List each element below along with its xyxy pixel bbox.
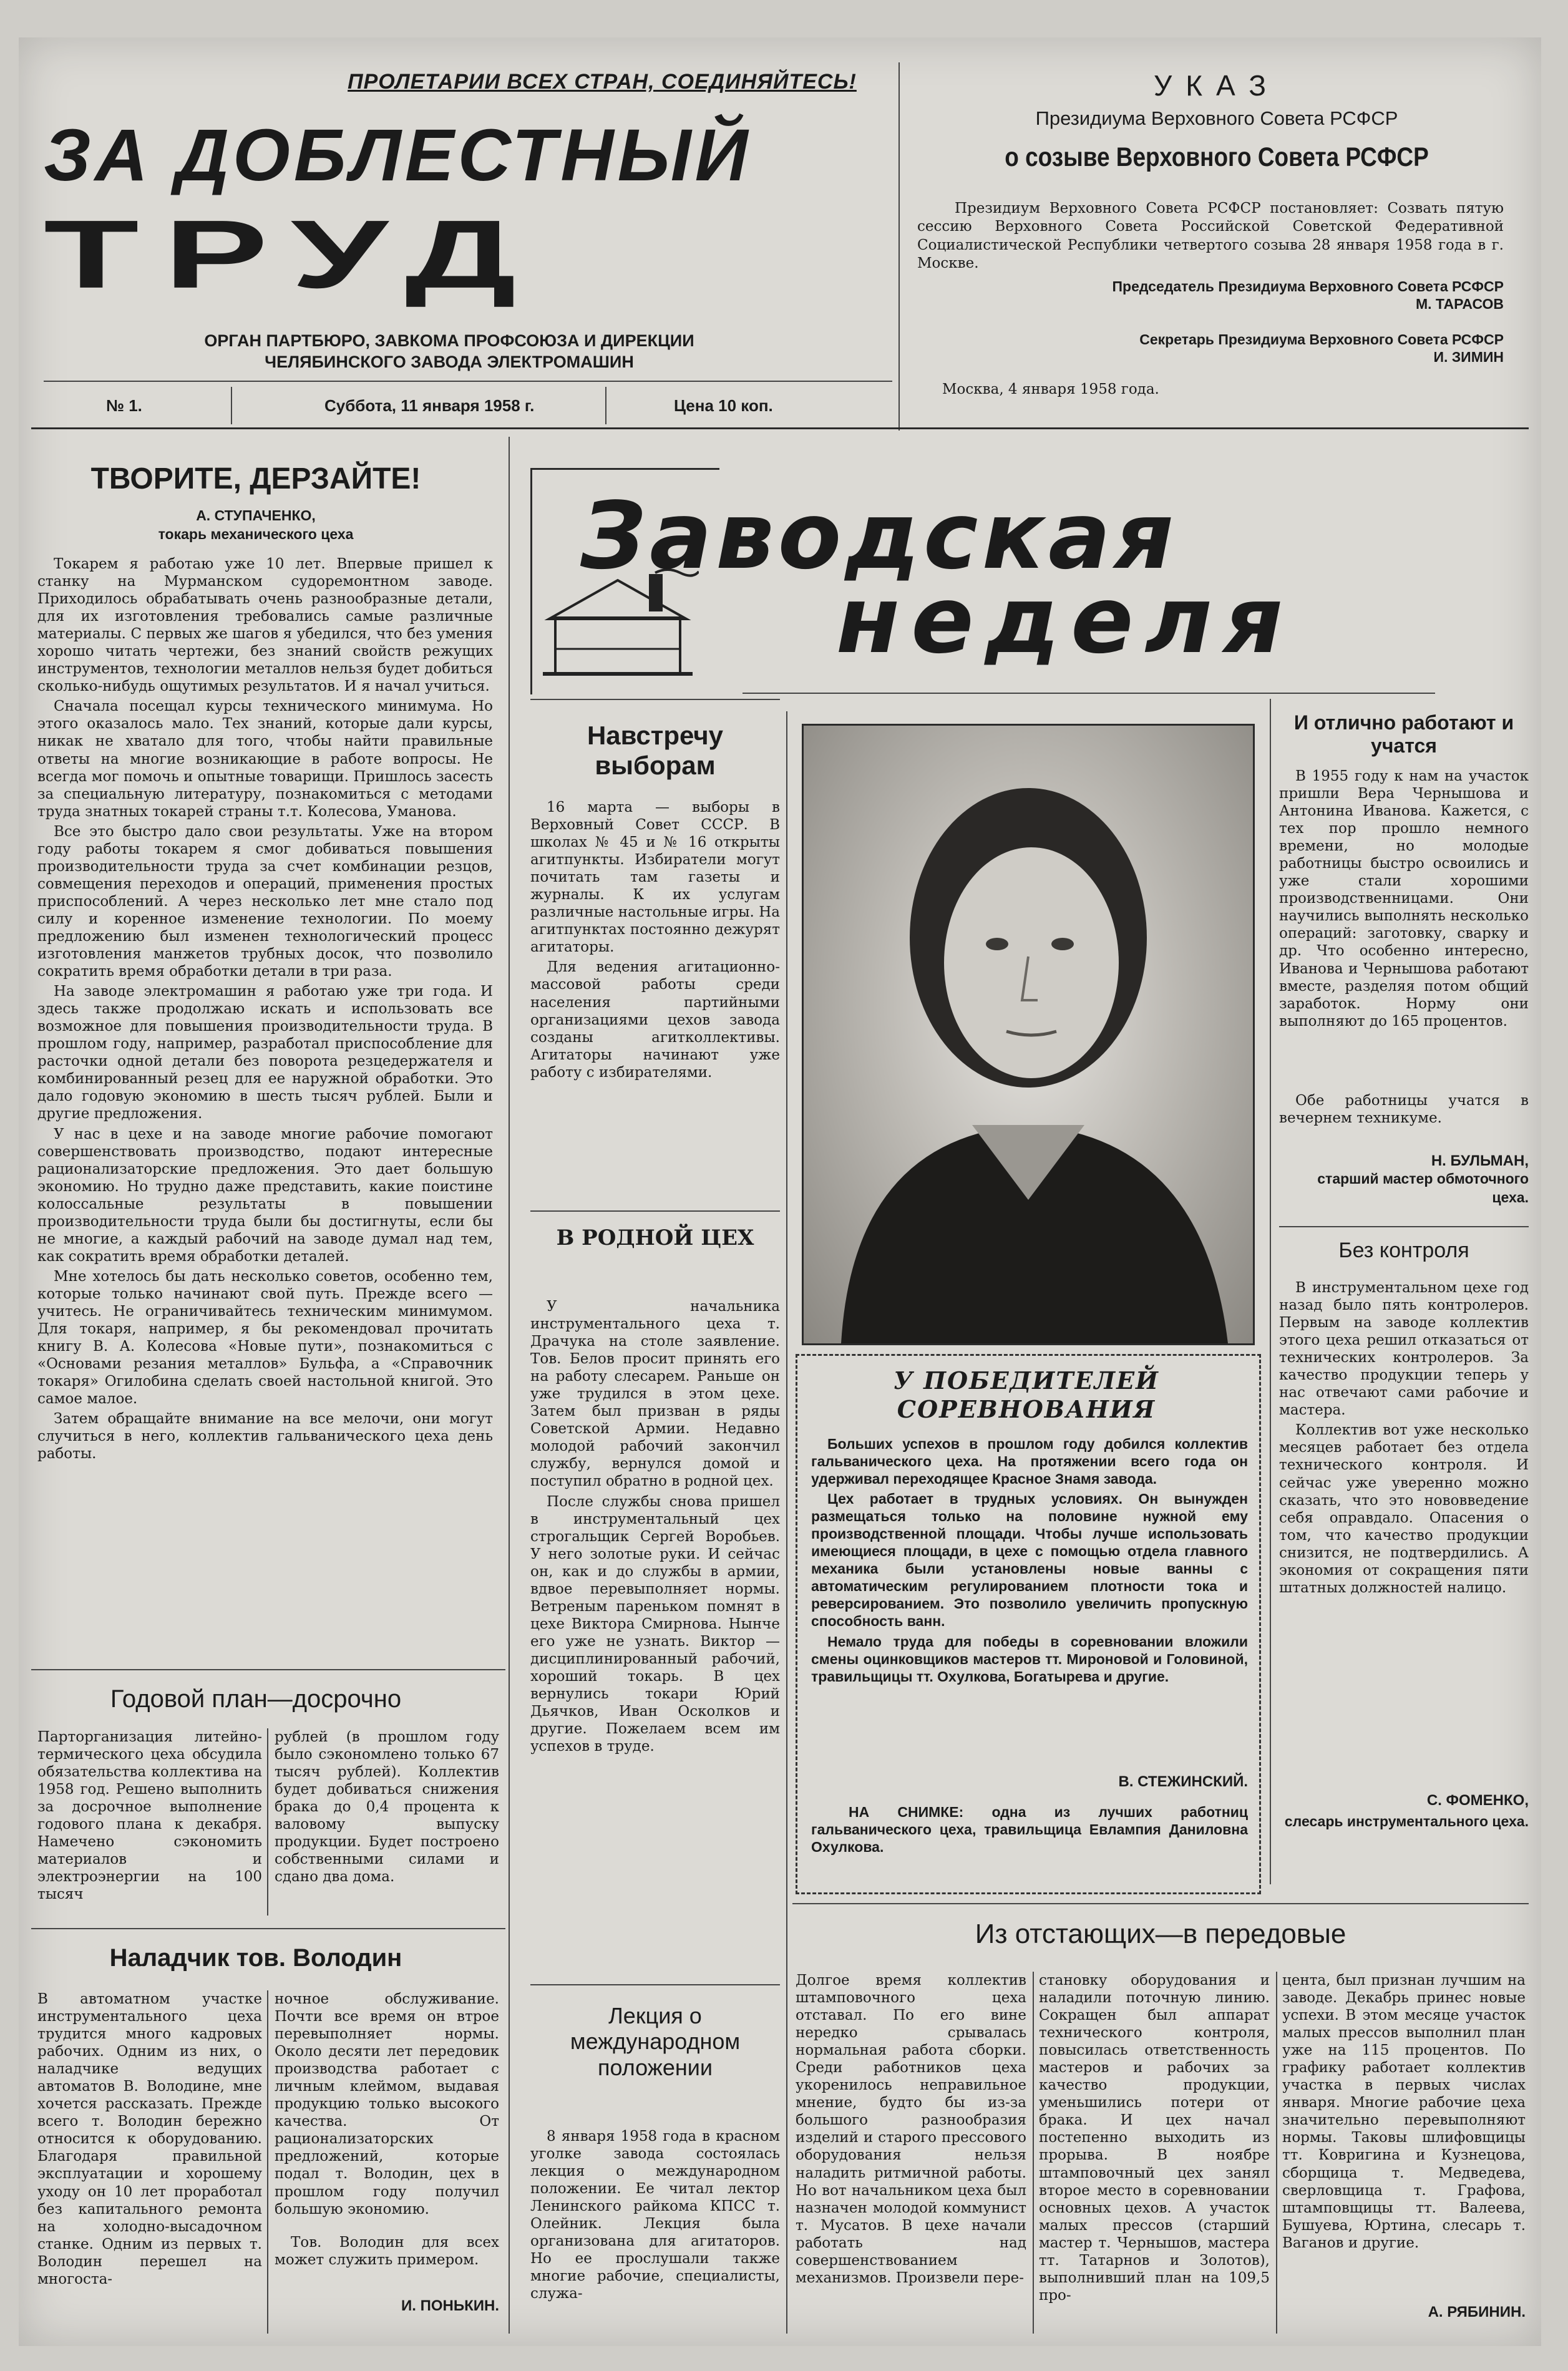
article-native-shop-headline: В РОДНОЙ ЦЕХ [556,1225,754,1250]
article-lecture-headline: Лекция о международном положении [570,2003,741,2080]
article-native-shop-paragraph: У начальника инструментального цеха т. Драчука на столе заявление. Тов. Белов просит принять его на работу слесарем. Раньше он уже трудился в этом цехе. Затем был призван в ряды Советской Армии. Недавно молодой рабочий закончил службу, вернулся домой и поступил обратно в родной цех. [530,1298,780,1490]
issue-number: № 1. [106,396,142,415]
decree-place-date: Москва, 4 января 1958 года. [942,381,1159,397]
article-lagging-col3: цента, был признан лучшим на заводе. Декабрь принес новые успехи. В этом месяце участок малых прессов выполнил план уже на 115 процентов. По графику работает коллектив участка в первых числах января. Многие рабочие цеха значительно перевыполняют нормы. Таковы шлифовщицы тт. Ковригина и Кузнецова, сборщица т. Медведева, сверловщица т. Графова, штамповщицы тт. Валеева, Бушуева, Юртина, слесарь т. Ваганов и другие. [1282,1972,1526,2251]
article-control-author-role: слесарь инструментального цеха. [1284,1813,1529,1829]
article-main-body [37,555,493,1547]
article-main-author-role: токарь механического цеха [158,526,354,542]
decree-secretary-role: Секретарь Президиума Верховного Совета РСФСР [1139,331,1504,348]
article-elections-body [530,799,780,1148]
weekly-title-line1: Заводская [580,482,1177,590]
article-lecture-body: 8 января 1958 года в красном уголке завода состоялась лекция о международном положении. Ее читал лектор Ленинского райкома КПСС т. Олейник. Лекция была организована для агитаторов. Но ее прослушали также многие рабочие, специалисты, служа- [530,2128,780,2302]
article-control-author: С. ФОМЕНКО, [1426,1792,1529,1809]
newspaper-page [19,37,1541,2346]
article-adjuster-col2b: Тов. Володин для всех может служить примером. [275,2234,499,2269]
article-elections-headline: Навстречу выборам [587,721,724,781]
slogan: ПРОЛЕТАРИИ ВСЕХ СТРАН, СОЕДИНЯЙТЕСЬ! [348,70,857,94]
decree-text: Президиум Верховного Совета РСФСР постановляет: Созвать пятую сессию Верховного Совета Российской Советской Федеративной Социалистической Республики четвертого созыва 28 января 1958 года в г. Москве. [917,200,1504,272]
masthead-organ: ОРГАН ПАРТБЮРО, ЗАВКОМА ПРОФСОЮЗА И ДИРЕКЦИИ ЧЕЛЯБИНСКОГО ЗАВОДА ЭЛЕКТРОМАШИН [204,331,694,371]
article-main-author: А. СТУПАЧЕНКО, [196,507,316,523]
photo-feature-paragraph: Немало труда для победы в соревновании вложили смены оцинковщиков мастеров тт. Мироновой и Головиной, травильщицы тт. Охулкова, Богатырева и другие. [811,1633,1248,1685]
photo-feature-paragraph: Больших успехов в прошлом году добился коллектив гальванического цеха. На протяжении всего года он удерживал переходящее Красное Знамя завода. [811,1436,1248,1487]
portrait-figure [804,726,1253,1343]
article-adjuster-headline: Наладчик тов. Володин [109,1944,402,1972]
article-lagging-headline: Из отстающих—в передовые [975,1919,1346,1949]
article-main-paragraph: Все это быстро дало свои результаты. Уже на втором году работы токарем я смог добиваться повышения производительности труда за счет комбинации резцов, совмещения переходов и операций, применения простых приспособлений. А через несколько лет мне стало под силу и коренное изменение технологии. По моему предложению был изменен технологический процесс изготовления манжетов трубных досок, что позволило сократить время обработки детали в три раза. [37,823,493,980]
article-native-shop-body [530,1298,780,1984]
issue-date: Суббота, 11 января 1958 г. [324,396,535,415]
article-plan-headline: Годовой план—досрочно [110,1685,402,1713]
photo-feature-body [811,1435,1248,1688]
decree-subheading: Президиума Верховного Совета РСФСР [1035,107,1398,129]
article-main-paragraph: Мне хотелось бы дать несколько советов, особенно тем, которые только начинают свой путь. Прежде всего — учитесь. Не ограничивайтесь техническим минимумом. Для токаря, например, я бы рекомендовал прочитать книгу В. А. Колесова «Новые пути», познакомиться с «Основами резания металлов» Бульфа, а «Справочник токаря» Огилобина сделать своей настольной книгой. Это самое малое. [37,1268,493,1408]
article-control-headline: Без контроля [1338,1239,1469,1262]
article-elections-paragraph: 16 марта — выборы в Верховный Совет СССР. В школах № 45 и № 16 открыты агитпункты. Избиратели могут почитать там газеты и журналы. К их услугам различные настольные игры. На агитпунктах постоянно дежурят агитаторы. [530,799,780,956]
article-study-headline: И отлично работают и учатся [1293,711,1514,757]
article-control-body [1279,1279,1529,1778]
article-study-body: В 1955 году к нам на участок пришли Вера Чернышова и Антонина Иванова. Кажется, с тех пор прошло немного времени, но молодые работницы быстро освоились и уже стали хорошими производственницами. Они научились выполнять несколько операций: заготовку, сварку и др. Что особенно интересно, Иванова и Чернышова работают вместе, разделяя потом общий заработок. Норму они выполняют до 165 процентов. [1279,768,1529,1030]
article-lagging-col1: Долгое время коллектив штамповочного цеха отставал. По его вине нередко срывалась нормальная работа сборки. Среди работников цеха укоренилось неправильное мнение, будто бы из-за большого разнообразия изделий и старого прессового оборудования нельзя наладить ритмичной работы. Но вот начальником цеха был назначен молодой коммунист т. Мусатов. В цехе начали работать над совершенствованием механизмов. Произвели пере- [796,1972,1026,2286]
decree-title: о созыве Верховного Совета РСФСР [1005,142,1429,172]
masthead-title-line1: ЗА ДОБЛЕСТНЫЙ [44,114,752,197]
article-main-paragraph: Сначала посещал курсы технического минимума. Но этого оказалось мало. Тех знаний, которые дали курсы, никак не хватало для того, чтобы найти правильные ответы на многие возникающие в работе вопросы. Не всегда мог помочь и опытные товарищи. Пришлось засесть за специальную литературу, познакомиться с методами труда знатных токарей страны т.т. Колесова, Уманова. [37,698,493,820]
article-adjuster-col2: ночное обслуживание. Почти все время он втрое перевыполняет нормы. Около десяти лет передовик производства работает с личным клеймом, выдавая продукцию только высокого качества. От рационализаторских предложений, которые подал т. Володин, цех в прошлом году получил большую экономию. [275,1991,499,2218]
photo-feature-caption: НА СНИМКЕ: одна из лучших работниц гальванического цеха, травильщица Евлампия Даниловна Охулкова. [811,1804,1248,1856]
article-main-paragraph: Затем обращайте внимание на все мелочи, они могут случиться в него, коллектив гальванического цеха день работы. [37,1411,493,1463]
article-main-headline: ТВОРИТЕ, ДЕРЗАЙТЕ! [90,462,421,495]
decree-secretary-name: И. ЗИМИН [1433,349,1504,365]
article-study-body-2: Обе работницы учатся в вечернем техникуме. [1279,1093,1529,1127]
weekly-title-line2: неделя [836,567,1294,674]
article-main-paragraph: На заводе электромашин я работаю уже три года. И здесь также продолжаю искать и использовать все возможное для повышения производительности труда. В прошлом году, например, разработал приспособление для расточки одной детали без поворота резцедержателя и комбинированный резец для ее наружной обработки. Это дало годовую экономию в шесть тысяч рублей. Были и другие предложения. [37,983,493,1122]
article-control-paragraph: В инструментальном цехе год назад было пять контролеров. Первым на заводе коллектив этого цеха решил отказаться от технических контролеров. За качество продукции теперь у нас отвечают сами рабочие и мастера. [1279,1280,1529,1419]
photo-feature-paragraph: Цех работает в трудных условиях. Он вынужден размещаться только на половине нужной ему производственной площади. Чтобы лучше использовать имеющиеся площади, в цехе с помощью отдела главного механика были установлены новые ванны с автоматическим регулированием плотности тока и реверсированием. Это позволило увеличить пропускную способность ванн. [811,1491,1248,1630]
decree-heading: УКАЗ [1154,69,1280,102]
decree-chair-role: Председатель Президиума Верховного Совета РСФСР [1112,278,1504,295]
photo-feature-title: У ПОБЕДИТЕЛЕЙ СОРЕВНОВАНИЯ [894,1366,1159,1423]
article-native-shop-paragraph: После службы снова пришел в инструментальный цех строгальщик Сергей Воробьев. У него золотые руки. И сейчас он, как и до службы в армии, вдвое перевыполняет нормы. Ветреным пареньком помнят в цехе Виктора Смирнова. Нынче его уже не узнать. Виктор — дисциплинированный рабочий, хороший токарь. В цех вернулись токари Юрий Дьячков, Иван Осколков и другие. Пожелаем всем им успехов в труде. [530,1493,780,1755]
masthead-title-line2: ТРУД [44,200,542,308]
article-main-paragraph: У нас в цехе и на заводе многие рабочие помогают совершенствовать производство, подают интересные рационализаторские предложения. Это дает большую экономию. Но трудно даже представить, какие поистине колоссальные результаты в повышении производительности труда были бы достигнуты, если бы не многие, а каждый рабочий на заводе думал над тем, как сократить время обработки деталей. [37,1126,493,1265]
article-plan-col1: Парторганизация литейно-термического цеха обсудила обязательства коллектива на 1958 год. Решено выполнить за досрочное выполнение годового плана к декабря. Намечено сэкономить материалов и электроэнергии на 100 тысяч [37,1729,262,1903]
article-main-paragraph: Токарем я работаю уже 10 лет. Впервые пришел к станку на Мурманском судоремонтном заводе. Приходилось обрабатывать очень разнообразные детали, для их изготовления требовались самые различные материалы. С первых же шагов я убедился, что без умения хорошо читать чертежи, без знаний свойств режущих инструментов, технологии металлов нельзя будет добиться сколько-нибудь ощутимых результатов. И я начал учиться. [37,556,493,695]
article-adjuster-author: И. ПОНЬКИН. [401,2297,499,2314]
article-study-author: Н. БУЛЬМАН, [1431,1152,1529,1169]
article-lagging-col2: становку оборудования и наладили поточную линию. Сокращен был аппарат технического контроля, повысилась ответственность мастеров и рабочих за качество продукции, уменьшились потери от брака. И цех начал постепенно выходить из прорыва. В ноябре штамповочный цех занял второе место в соревновании основных цехов. А участок малых прессов (старший мастер т. Чернышов, мастера тт. Татарнов и Золотов), выполнивший план на 109,5 про- [1039,1972,1270,2304]
article-elections-paragraph: Для ведения агитационно-массовой работы среди населения партийными организациями цехов завода созданы агитколлективы. Агитаторы начинают уже работу с избирателями. [530,959,780,1081]
decree-chair-name: М. ТАРАСОВ [1415,296,1504,312]
article-lagging-author: А. РЯБИНИН. [1428,2304,1526,2320]
article-study-author-role: старший мастер обмоточного цеха. [1317,1171,1529,1205]
portrait-photo [802,724,1255,1345]
article-control-paragraph: Коллектив вот уже несколько месяцев работает без отдела технического контроля. И сейчас уже уверенно можно сказать, что это нововведение себя оправдало. Опасения о том, что качество продукции снизится, не подтвердились. А экономия от сокращения пяти штатных должностей налицо. [1279,1422,1529,1596]
issue-price: Цена 10 коп. [674,396,773,415]
photo-feature-author: В. СТЕЖИНСКИЙ. [1118,1773,1248,1790]
article-plan-col2: рублей (в прошлом году было сэкономлено только 67 тысяч рублей). Коллектив будет добиваться снижения брака до 0,4 процента к валовому выпуску продукции. Будет построено собственными силами и сдано два дома. [275,1729,499,1886]
article-adjuster-col1: В автоматном участке инструментального цеха трудится много кадровых рабочих. Одним из них, о наладчике ведущих автоматов В. Володине, мне хочется рассказать. Прежде всего т. Володин бережно относится к оборудованию. Благодаря правильной эксплуатации и хорошему уходу он 10 лет проработал без капитального ремонта на холодно-высадочном станке. Одним из первых т. Володин перешел на многоста- [37,1991,262,2287]
